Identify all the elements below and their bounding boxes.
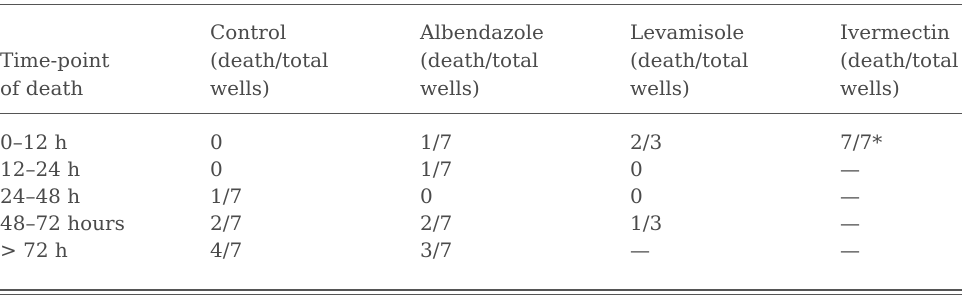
header-ivermectin: Ivermectin (death/total wells) (840, 20, 959, 100)
table-row (0, 183, 962, 210)
cell-albendazole: 0 (420, 184, 433, 208)
header-rule (0, 113, 962, 114)
cell-levamisole: — (630, 238, 650, 262)
cell-albendazole: 3/7 (420, 238, 453, 262)
header-albendazole: Albendazole (death/total wells) (420, 20, 544, 100)
header-control: Control (death/total wells) (210, 20, 329, 100)
table-row (0, 237, 962, 264)
table-top-rule (0, 4, 962, 5)
cell-time-point: 24–48 h (0, 184, 81, 208)
header-time-point: Time-point of death (0, 48, 110, 100)
table-bottom-rule (0, 294, 962, 295)
header-levamisole: Levamisole (death/total wells) (630, 20, 749, 100)
cell-albendazole: 2/7 (420, 211, 453, 235)
table-bottom-rule (0, 289, 962, 291)
cell-levamisole: 1/3 (630, 211, 663, 235)
cell-ivermectin: — (840, 238, 860, 262)
cell-levamisole: 0 (630, 184, 643, 208)
cell-ivermectin: 7/7* (840, 130, 883, 154)
cell-ivermectin: — (840, 184, 860, 208)
cell-time-point: 48–72 hours (0, 211, 125, 235)
cell-time-point: 0–12 h (0, 130, 68, 154)
cell-ivermectin: — (840, 157, 860, 181)
cell-control: 1/7 (210, 184, 243, 208)
cell-levamisole: 0 (630, 157, 643, 181)
cell-control: 2/7 (210, 211, 243, 235)
cell-albendazole: 1/7 (420, 130, 453, 154)
table-row (0, 156, 962, 183)
table-row (0, 210, 962, 237)
cell-control: 0 (210, 130, 223, 154)
cell-control: 0 (210, 157, 223, 181)
table-row (0, 129, 962, 156)
cell-time-point: 12–24 h (0, 157, 81, 181)
cell-control: 4/7 (210, 238, 243, 262)
cell-time-point: > 72 h (0, 238, 68, 262)
cell-albendazole: 1/7 (420, 157, 453, 181)
cell-ivermectin: — (840, 211, 860, 235)
cell-levamisole: 2/3 (630, 130, 663, 154)
